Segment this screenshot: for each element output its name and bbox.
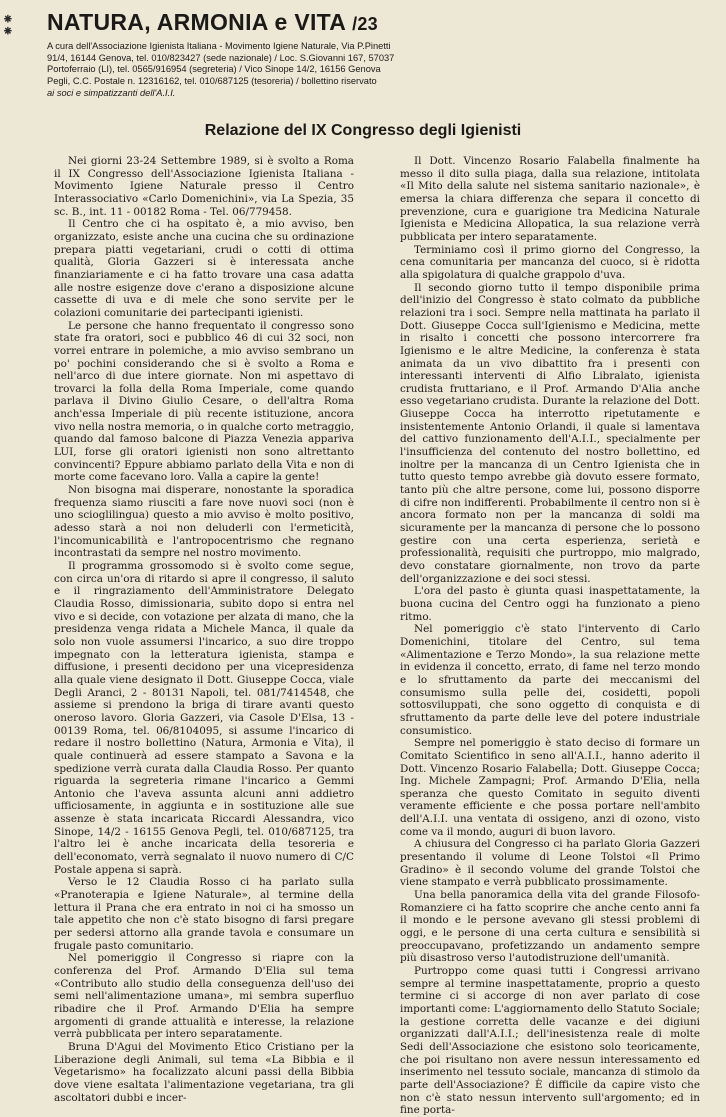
article-paragraph: Le persone che hanno frequentato il congresso sono state fra oratori, soci e pubblico 46 di cui 32 soci, non vorrei entrare in polemiche, a mio avviso sembrano un po' pochini considerando che si è svolto a Roma e nell'arco di due intere giornate. Non mi aspettavo di trovarci la folla della Roma Imperiale, come quando parlava il Divino Giulio Cesare, o dell'altra Roma anch'essa Imperiale di più recente istituzione, ancora vivo nella nostra memoria, o in qualche corto metraggio, quando dal famoso balcone di Piazza Venezia appariva LUI, forse gli oratori igienisti non sono altrettanto convincenti? Eppure abbiamo parlato della Vita e non di morte come facevano loro. Valla a capire la gente! bbox=[54, 319, 354, 484]
bulletin-title bbox=[47, 8, 697, 38]
article-paragraph: Terminiamo così il primo giorno del Congresso, la cena comunitaria per mancanza del cuoco, si è ridotta alla spigolatura di qualche grappolo d'uva. bbox=[400, 243, 700, 281]
article-paragraph: Una bella panoramica della vita del grande Filosofo-Romanziere ci ha fatto scoprire che anche cento anni fa il mondo e le persone avevano gli stessi problemi di oggi, e le persone di una certa cultura e sensibilità si preoccupavano, profetizzando un andamento sempre più disastroso verso l'autodistruzione dell'umanità. bbox=[400, 889, 700, 965]
article-column-left bbox=[54, 155, 354, 1104]
article-paragraph: A chiusura del Congresso ci ha parlato Gloria Gazzeri presentando il volume di Leone Tolstoi «Il Primo Gradino» è il secondo volume del grande Tolstoi che viene stampato e verrà pubblicato prossimamente. bbox=[400, 838, 700, 889]
bulletin-name: NATURA, ARMONIA e VITA bbox=[47, 9, 346, 35]
issue-number: /23 bbox=[352, 14, 378, 34]
article-paragraph: Non bisogna mai disperare, nonostante la sporadica frequenza siamo riusciti a fare nove nuovi soci (non è uno scioglilingua) questo a mio avviso è molto positivo, adesso starà a noi non deluderli con l'ermeticità, l'incomunicabilità e l'antropocentrismo che regnano incontrastati da sempre nel nostro movimento. bbox=[54, 484, 354, 560]
publisher-info-line: 91/4, 16144 Genova, tel. 010/823427 (sede nazionale) / Loc. S.Giovanni 167, 57037 bbox=[47, 52, 395, 63]
masthead bbox=[47, 8, 697, 100]
article-paragraph: Purtroppo come quasi tutti i Congressi arrivano sempre al termine inaspettatamente, proprio a questo termine ci si accorge di non aver parlato di cose importanti come: L'aggiornamento dello Statuto Sociale; la gestione corretta delle vacanze e dei digiuni organizzati dall'A.I.I.; dell'inesistenza reale di molte Sedi dell'Associazione che esistono solo teoricamente, che poi risultano non avere nessun interessamento ed inserimento nel tessuto sociale, mancanza di stimolo da parte dell'Associazione? È difficile da capire visto che non c'è stato nessun intervento sull'argomento; ed in fine porta- bbox=[400, 965, 700, 1117]
article-paragraph: Nel pomeriggio il Congresso si riapre con la conferenza del Prof. Armando D'Elia sul tema «Contributo allo studio della conseguenza dell'uso dei semi nell'alimentazione umana», mi sembra superfluo ribadire che il Prof. Armando D'Elia ha sempre argomenti di grande attualità e interesse, la relazione verrà pubblicata per intero separatamente. bbox=[54, 952, 354, 1041]
article-paragraph: Il secondo giorno tutto il tempo disponibile prima dell'inizio del Congresso è stato colmato da pubbliche relazioni tra i soci. Sempre nella mattinata ha parlato il Dott. Giuseppe Cocca sull'Igienismo e Medicina, mette in risalto i concetti che possono intercorrere fra Igienismo e le altre Medicine, la conferenza è stata animata da un vivo dibattito fra i presenti con interessanti interventi di Alfio Libralato, igienista crudista fruttariano, e il Prof. Armando D'Alia anche esso vegetariano crudista. Durante la relazione del Dott. Giuseppe Cocca ha interrotto ripetutamente e insistentemente Antonio Orlandi, il quale si lamentava del cattivo funzionamento dell'A.I.I., specialmente per l'insufficienza del contenuto del nostro bollettino, ed inoltre per la mancanza di un Centro Igienista che in tutto questo tempo avrebbe già dovuto essere formato, tanto più che altre persone, come lui, possono disporre di cifre non indifferenti. Probabilmente il centro non si è ancora formato non per la mancanza di soldi ma sicuramente per la mancanza di persone che lo possono gestire con una certa esperienza, serietà e professionalità, requisiti che purtroppo, mio malgrado, devo constatare giornalmente, non trovo da parte dell'organizzazione e dei soci stessi. bbox=[400, 281, 700, 585]
article-paragraph: L'ora del pasto è giunta quasi inaspettatamente, la buona cucina del Centro oggi ha funzionato a pieno ritmo. bbox=[400, 585, 700, 623]
article-paragraph: Il Dott. Vincenzo Rosario Falabella finalmente ha messo il dito sulla piaga, dalla sua relazione, intitolata «Il Mito della salute nel sistema sanitario nazionale», è emersa la chiara differenza che separa il concetto di prevenzione, cura e guarigione tra Medicina Naturale Igienista e Medicina Allopatica, la sua relazione verrà pubblicata per intero separatamente. bbox=[400, 155, 700, 243]
article-paragraph: Il programma grossomodo si è svolto come segue, con circa un'ora di ritardo si apre il congresso, il saluto e il ringraziamento dell'Amministratore Delegato Claudia Rosso, dimissionaria, subito dopo si entra nel vivo e si decide, con votazione per alzata di mano, che la presidenza venga ridata a Michele Manca, il quale da solo non vuole assumersi l'incarico, a suo dire troppo impegnato con la letteratura igienista, stampa e diffusione, i presenti decidono per una vicepresidenza alla quale viene designato il Dott. Giuseppe Cocca, viale Degli Aranci, 2 - 80131 Napoli, tel. 081/7414548, che assieme si prendono la briga di tirare avanti questo oneroso lavoro. Gloria Gazzeri, via Casole D'Elsa, 13 - 00139 Roma, tel. 06/8104095, si assume l'incarico di redare il nostro bollettino (Natura, Armonia e Vita), il quale continuerà ad essere stampato a Savona e la spedizione verrà curata dalla Claudia Rosso. Per quanto riguarda la segreteria rimane l'incarico a Gemmi Antonio che l'aveva assunta alcuni anni addietro ufficiosamente, in aggiunta e in sostituzione alle sue assenze è stata incaricata Riccardi Alessandra, vico Sinope, 14/2 - 16155 Genova Pegli, tel. 010/687125, tra l'altro lei è anche incaricata della tesoreria e dell'economato, verrà segnalato il nuovo numero di C/C Postale appena si saprà. bbox=[54, 560, 354, 876]
article-paragraph: Bruna D'Agui del Movimento Etico Cristiano per la Liberazione degli Animali, sul tema «La Bibbia e il Vegetarismo» ha focalizzato alcuni passi della Bibbia dove viene esaltata l'alimentazione vegetariana, tra gli ascoltatori dubbi e incer- bbox=[54, 1040, 354, 1104]
publisher-info bbox=[47, 41, 697, 100]
article-paragraph: Verso le 12 Claudia Rosso ci ha parlato sulla «Pranoterapia e Igiene Naturale», al termine della lettura il Prana che era entrato in noi ci ha smosso un tale appetito che non c'è stato bisogno di farsi pregare per sedersi attorno alla grande tavola e consumare un frugale pasto comunitario. bbox=[54, 876, 354, 952]
corner-mark: ⁕ ⁕ bbox=[2, 12, 14, 40]
publisher-info-line: Portoferraio (LI), tel. 0565/916954 (segreteria) / Vico Sinope 14/2, 16156 Genova bbox=[47, 64, 381, 75]
article-headline: Relazione del IX Congresso degli Igienisti bbox=[204, 122, 522, 139]
publisher-info-line: Pegli, C.C. Postale n. 12316162, tel. 010/687125 (tesoreria) / bollettino riservato bbox=[47, 76, 377, 87]
article-paragraph: Sempre nel pomeriggio è stato deciso di formare un Comitato Scientifico in seno all'A.I.I., hanno aderito il Dott. Vincenzo Rosario Falabella; Dott. Giuseppe Cocca; Ing. Michele Zampagni; Prof. Armando D'Elia, nella speranza che questo Comitato in seguito diventi veramente efficiente e che possa portare nell'ambito dell'A.I.I. una ventata di ossigeno, anzi di ozono, visto come va il mondo, auguri di buon lavoro. bbox=[400, 737, 700, 838]
publisher-info-line: A cura dell'Associazione Igienista Italiana - Movimento Igiene Naturale, Via P.Pinetti bbox=[47, 41, 391, 51]
article-paragraph: Il Centro che ci ha ospitato è, a mio avviso, ben organizzato, esiste anche una cucina che su ordinazione prepara piatti vegetariani, crudi o cotti di ottima qualità, Gloria Gazzeri si è interessata anche finanziariamente e ci ha fatto trovare una casa adatta alle nostre esigenze dove c'erano a disposizione alcune cassette di uva e di mele che sono servite per le colazioni comunitarie dei partecipanti igienisti. bbox=[54, 218, 354, 319]
article-column-right bbox=[400, 155, 700, 1117]
article-paragraph: Nei giorni 23-24 Settembre 1989, si è svolto a Roma il IX Congresso dell'Associazione Igienista Italiana - Movimento Igiene Naturale presso il Centro Interassociativo «Carlo Domenichini», via La Spezia, 35 sc. B., int. 11 - 00182 Roma - Tel. 06/779458. bbox=[54, 155, 354, 218]
article-paragraph: Nel pomeriggio c'è stato l'intervento di Carlo Domenichini, titolare del Centro, sul tema «Alimentazione e Terzo Mondo», la sua relazione mette in evidenza il concetto, errato, di fame nel terzo mondo e lo sfruttamento da parte dei meccanismi del consumismo sulla pelle dei, cosidetti, popoli sottosviluppati, che sono oggetto di conquista e di sfruttamento da parte delle leve del potere industriale consumistico. bbox=[400, 623, 700, 737]
publisher-info-line: ai soci e simpatizzanti dell'A.I.I. bbox=[47, 87, 176, 98]
